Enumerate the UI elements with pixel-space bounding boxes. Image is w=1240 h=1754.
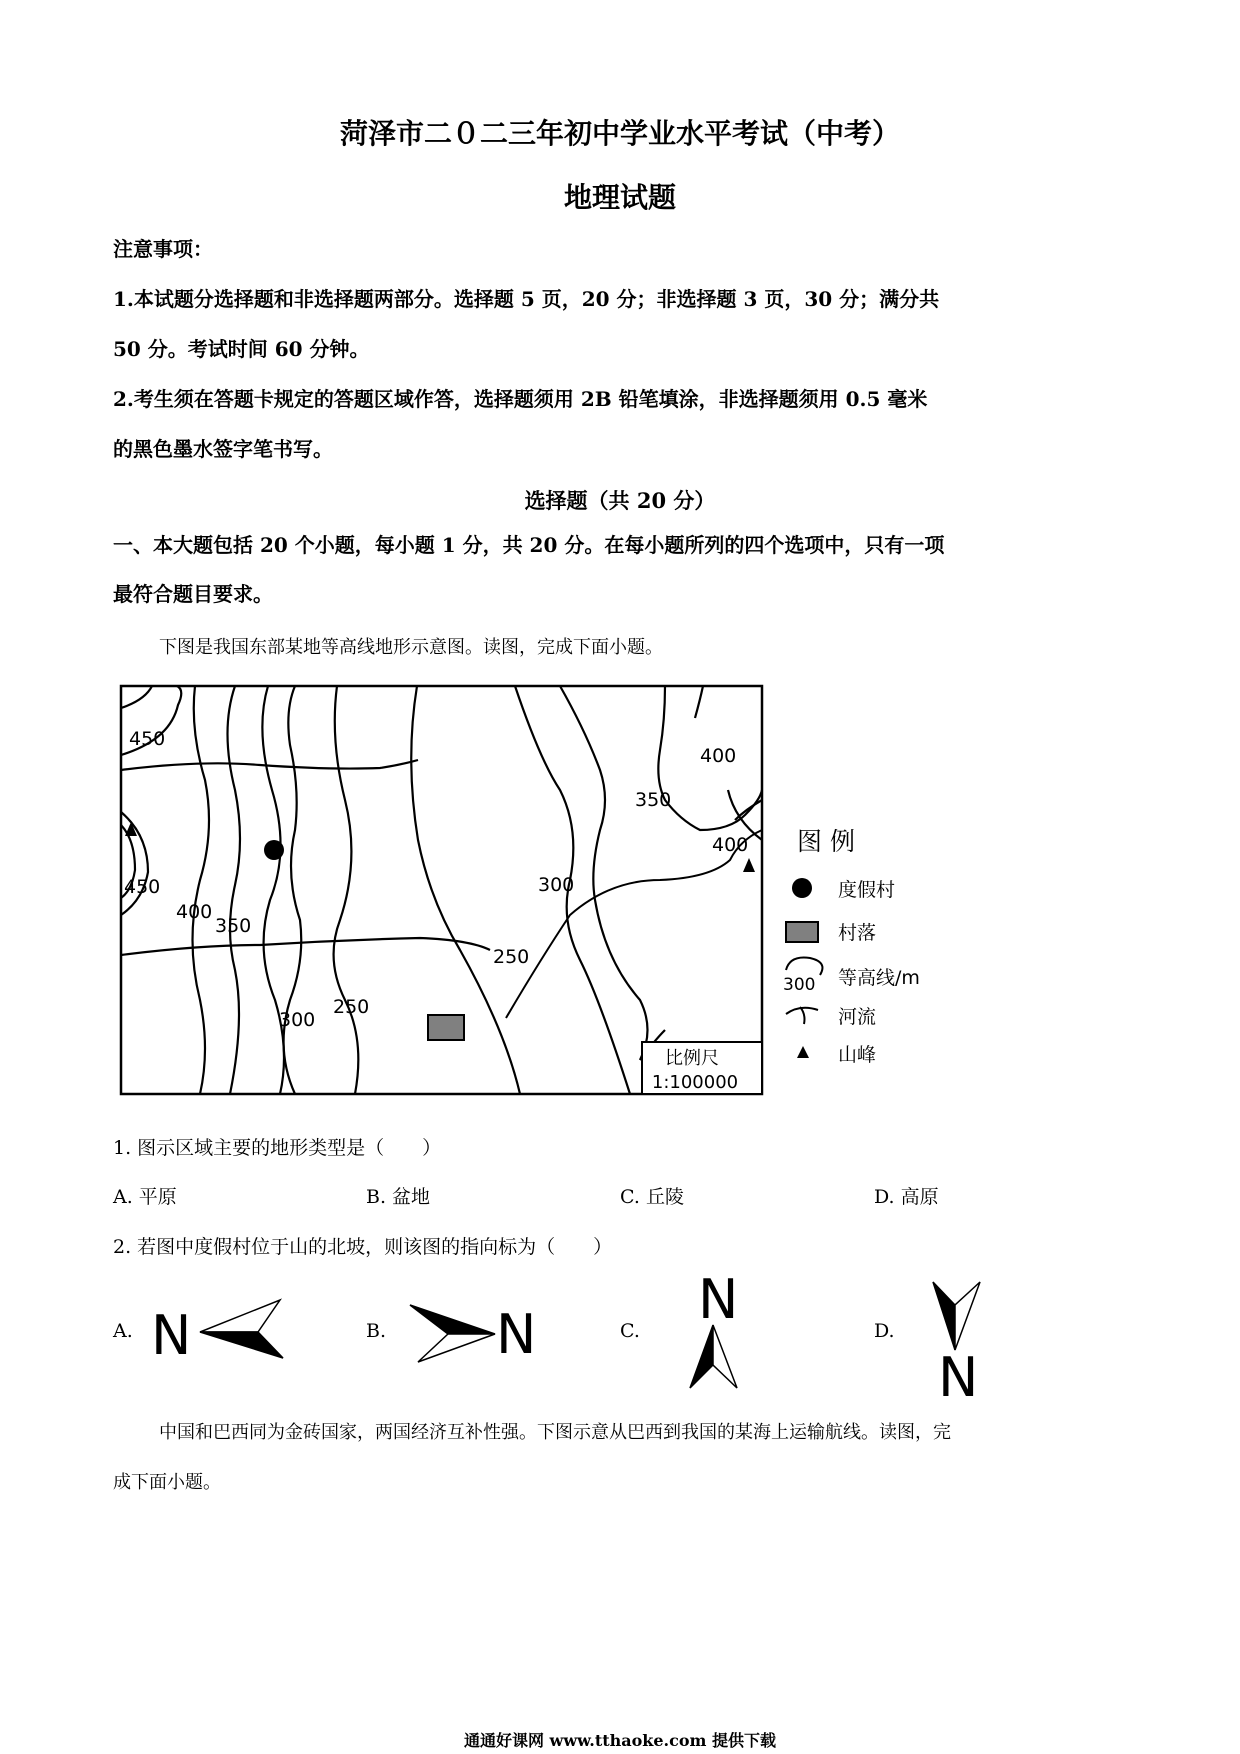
legend-contour-sample: 300 — [783, 975, 816, 995]
legend-contour-label: 等高线/m — [838, 967, 920, 989]
notice-heading: 注意事项： — [113, 237, 213, 261]
q1-option-a[interactable]: A. 平原 — [113, 1186, 177, 1208]
north-arrow-c-black — [690, 1325, 713, 1388]
notice-item2-line2: 的黑色墨水签字笔书写。 — [113, 437, 333, 461]
contour-label: 300 — [538, 874, 575, 896]
q2-option-d[interactable]: D. — [874, 1320, 895, 1342]
part1-line2: 最符合题目要求。 — [113, 582, 273, 606]
north-arrow-a-black — [200, 1332, 283, 1358]
notice-item2-line1: 2.考生须在答题卡规定的答题区域作答，选择题须用 2B 铅笔填涂，非选择题须用 0.5 毫米 — [113, 387, 928, 411]
q2-stem: 2. 若图中度假村位于山的北坡，则该图的指向标为（ ） — [113, 1236, 613, 1258]
contour-label: 450 — [129, 728, 166, 750]
q1-option-b[interactable]: B. 盆地 — [366, 1186, 431, 1208]
north-letter-c: N — [698, 1268, 739, 1331]
exam-title: 菏泽市二０二三年初中学业水平考试（中考） — [339, 117, 900, 150]
page-footer: 通通好课网 www.tthaoke.com 提供下载 — [463, 1731, 777, 1750]
north-arrow-c-white — [713, 1325, 737, 1388]
legend-river-label: 河流 — [838, 1006, 877, 1028]
q2-option-b[interactable]: B. — [366, 1320, 387, 1342]
contour-label: 450 — [124, 876, 161, 898]
q1-option-c[interactable]: C. 丘陵 — [620, 1186, 684, 1208]
contour-label: 300 — [279, 1009, 316, 1031]
legend-village-label: 村落 — [838, 922, 877, 944]
q1-stem: 1. 图示区域主要的地形类型是（ ） — [113, 1137, 442, 1159]
legend-peak-label: 山峰 — [838, 1044, 877, 1066]
contour-label: 350 — [215, 915, 252, 937]
contour-label: 400 — [700, 745, 737, 767]
contour-label: 250 — [493, 946, 530, 968]
north-letter-d: N — [938, 1346, 979, 1409]
q2-option-c[interactable]: C. — [620, 1320, 640, 1342]
north-arrow-d-white — [955, 1282, 980, 1350]
part1-line1: 一、本大题包括 20 个小题，每小题 1 分，共 20 分。在每小题所列的四个选项中，只有一项 — [113, 533, 945, 557]
notice-item1-line1: 1.本试题分选择题和非选择题两部分。选择题 5 页，20 分；非选择题 3 页，30 分；满分共 — [113, 287, 940, 311]
intro-route-line1: 中国和巴西同为金砖国家，两国经济互补性强。下图示意从巴西到我国的某海上运输航线。读图，完 — [159, 1422, 951, 1443]
exam-subtitle: 地理试题 — [563, 181, 676, 214]
north-letter-a: N — [151, 1304, 192, 1367]
north-arrow-b-black — [410, 1305, 495, 1334]
q1-option-d[interactable]: D. 高原 — [874, 1186, 939, 1208]
intro-route-line2: 成下面小题。 — [113, 1472, 221, 1493]
section-heading: 选择题（共 20 分） — [524, 488, 716, 513]
q2-option-a[interactable]: A. — [113, 1320, 133, 1342]
scale-value: 1:100000 — [651, 1072, 739, 1093]
contour-label: 400 — [712, 834, 749, 856]
contour-label: 250 — [333, 996, 370, 1018]
north-arrow-b-white — [418, 1334, 495, 1362]
north-letter-b: N — [496, 1303, 537, 1366]
legend-title: 图 例 — [797, 827, 855, 856]
contour-label: 350 — [635, 789, 672, 811]
intro-map: 下图是我国东部某地等高线地形示意图。读图，完成下面小题。 — [159, 637, 663, 658]
legend-resort-label: 度假村 — [838, 879, 896, 901]
north-arrow-d-black — [933, 1282, 955, 1350]
north-arrow-a-white — [200, 1300, 280, 1332]
notice-item1-line2: 50 分。考试时间 60 分钟。 — [113, 337, 370, 361]
scale-title: 比例尺 — [665, 1048, 719, 1069]
contour-label: 400 — [176, 901, 213, 923]
